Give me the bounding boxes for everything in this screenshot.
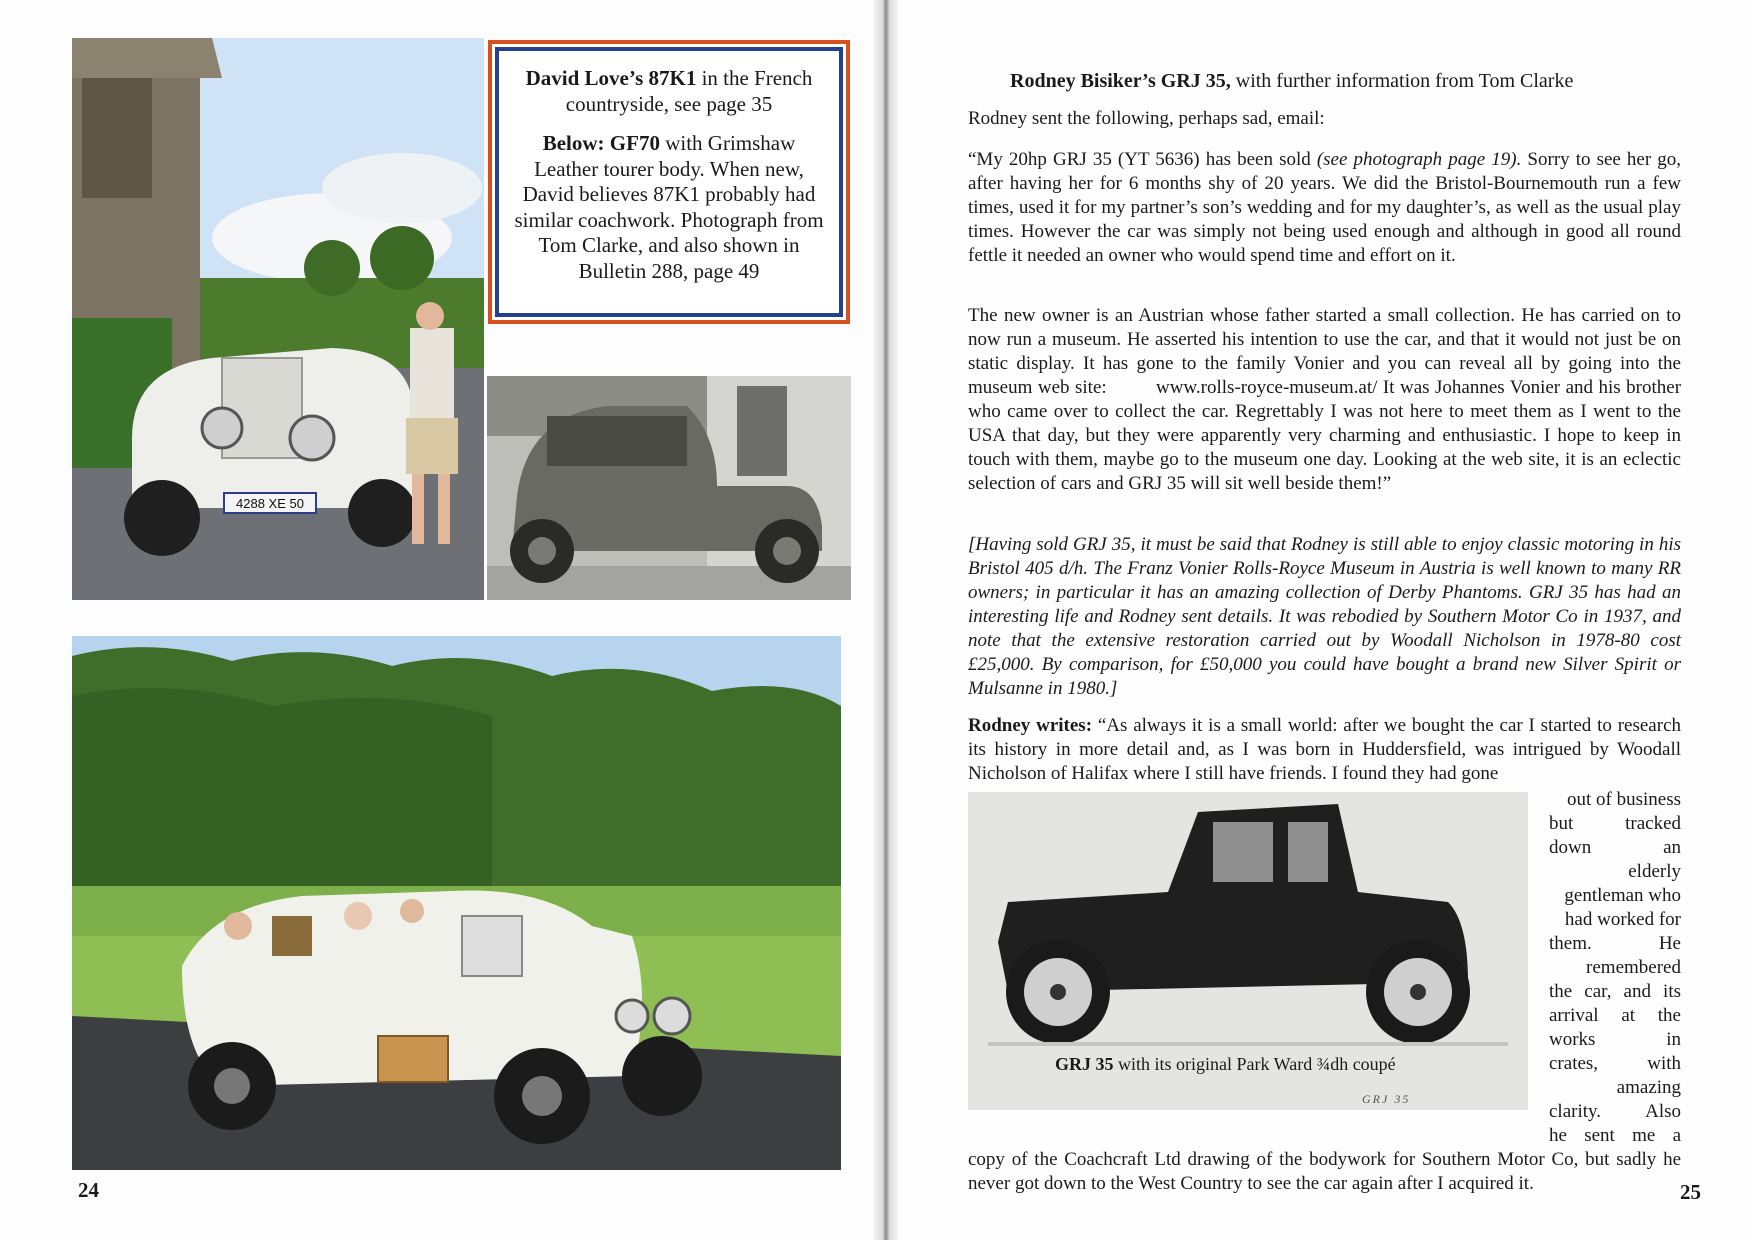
email-paragraph-1 [968,148,1681,268]
side-line: them. He [1549,933,1681,954]
article-title [1010,70,1573,93]
intro-text: Rodney sent the following, perhaps sad, email: [968,108,1325,129]
side-line: remembered [1586,957,1681,978]
para1-text-b: Sorry to see her go, after having her for 6 months shy of 20 years. We did the Bristol-Bournemouth run a few times, used it for my partner’s son’s wedding and for my daughter’s, as well as the usual play times. However the car was simply not being used enough and although in good all round fettle it needed an owner who would spend time and effort on it. [968,149,1682,266]
side-line: he sent me a [1549,1125,1681,1146]
caption-gf70-text: with Grimshaw Leather tourer body. When new, David believes 87K1 probably had similar coachwork. Photograph from Tom Clarke, and also shown in Bulletin 288, page 49 [514,131,824,283]
coupe-caption-text: with its original Park Ward ¾dh coupé [1113,1054,1396,1074]
page-gutter [874,0,898,1240]
caption-87k1-bold: David Love’s 87K1 [525,66,697,90]
side-line: amazing [1616,1077,1681,1098]
coupe-caption-bold: GRJ 35 [1055,1054,1114,1074]
para1-text-a: “My 20hp GRJ 35 (YT 5636) has been sold [968,149,1317,170]
rodney-writes-bold: Rodney writes: [968,715,1093,736]
para2-text-a: The new owner is an Austrian whose father started a small collection. He has carried on to now run a museum. He asserted his intention to use the car, and that it would not just be on static display. It has gone to the family Vonier and you can reveal all by going into the museum web site: [968,305,1681,398]
side-line: clarity. Also [1549,1101,1681,1122]
side-line: gentleman who [1564,885,1681,906]
article-title-rest: with further information from Tom Clarke [1230,70,1574,92]
editor-note-text: [Having sold GRJ 35, it must be said that Rodney is still able to enjoy classic motoring in his Bristol 405 d/h. The Franz Vonier Rolls-Royce Museum in Austria is well known to many RR owners; in particular it has an amazing collection of Derby Phantoms. GRJ 35 has had an interesting life and Rodney sent details. It was rebodied by Southern Motor Co in 1937, and note that the extensive restoration carried out by Woodall Nicholson in 1978-80 cost £25,000. By comparison, for £50,000 you could have bought a brand new Silver Spirit or Mulsanne in 1980.] [968,534,1681,699]
para1-italic: (see photograph page 19). [1316,149,1522,170]
editor-note-paragraph [968,533,1681,701]
page-number-left: 24 [78,1178,99,1202]
photo-caption-box [488,40,850,324]
rodney-writes-paragraph [968,714,1681,786]
wrapped-text-column [1549,788,1681,1148]
side-line: down an [1549,837,1681,858]
article-title-bold: Rodney Bisiker’s GRJ 35, [1010,70,1231,92]
side-line: works in [1549,1029,1681,1050]
para2-text-b: It was Johannes Vonier and his brother who came over to collect the car. Regrettably I was not here to meet them as I went to the USA that day, but they were apparently very charming and enthusiastic. I hope to keep in touch with them, maybe go to the museum one day. Looking at the web site, it is an eclectic selection of cars and GRJ 35 will sit well beside them!” [968,377,1682,494]
rodney-writes-text: “As always it is a small world: after we bought the car I started to research its history in more detail and, as I was born in Huddersfield, was intrigued by Woodall Nicholson of Halifax where I still have friends. I found they had gone [968,715,1682,784]
page-number-right: 25 [1680,1180,1701,1204]
side-line: arrival at the [1549,1005,1681,1026]
caption-gf70-bold: Below: GF70 [542,131,660,155]
museum-website-link[interactable]: www.rolls-royce-museum.at/ [1155,377,1378,398]
coupe-photo-caption [1055,1054,1396,1075]
photo-gf70-bw [487,376,851,600]
side-line: but tracked [1549,813,1681,834]
licence-plate-text: 4288 XE 50 [236,496,304,511]
handwritten-label: GRJ 35 [1362,1092,1411,1106]
side-line: the car, and its [1549,981,1681,1002]
email-paragraph-2 [968,304,1681,496]
closing-text: copy of the Coachcraft Ltd drawing of the bodywork for Southern Motor Co, but sadly he never got down to the West Country to see the car again after I acquired it. [968,1149,1681,1194]
side-line: crates, with [1549,1053,1681,1074]
side-line: had worked for [1564,909,1681,930]
side-line: elderly [1628,861,1681,882]
closing-paragraph [968,1148,1681,1196]
photo-87k1-countryside [72,38,484,600]
side-line: out of business [1567,789,1681,810]
intro-paragraph [968,107,1681,131]
photo-gf70-tourer [72,636,841,1170]
caption-87k1-text: in the French countryside, see page 35 [565,66,813,116]
